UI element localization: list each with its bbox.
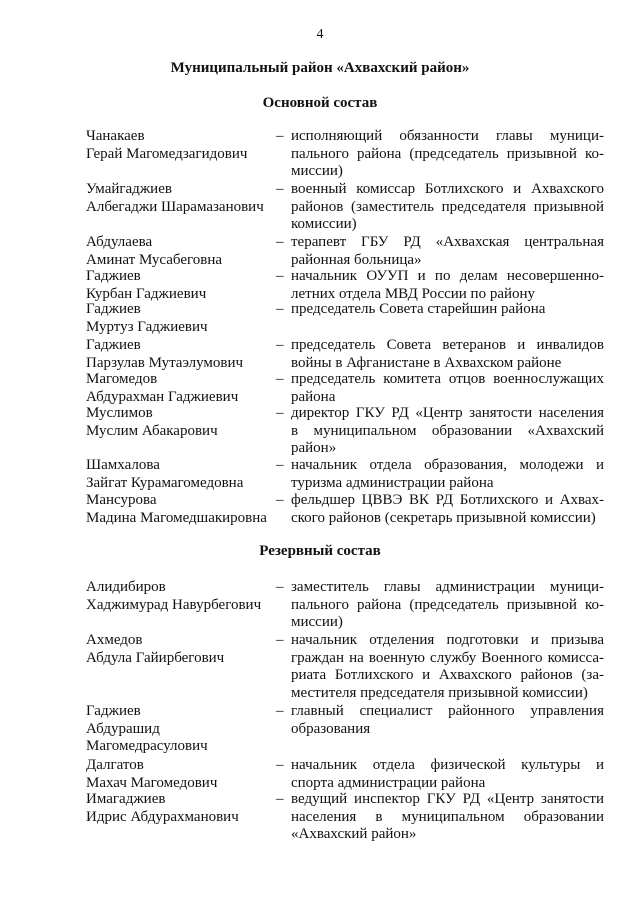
member-role-line: директор ГКУ РД «Центр занятости населения: [291, 405, 604, 421]
member-name: [86, 791, 276, 826]
member-role-description: [291, 757, 604, 792]
member-role-description: [291, 181, 604, 234]
member-role-line: туризма администрации района: [291, 474, 494, 491]
entry-dash: –: [276, 181, 284, 197]
member-name-line: Аминат Мусабеговна: [86, 251, 223, 268]
member-role-line: районная больница»: [291, 251, 422, 268]
member-role-description: [291, 337, 604, 372]
member-name: [86, 703, 276, 756]
member-role-line: начальник отдела физической культуры и: [291, 757, 604, 773]
member-name-line: Шамхалова: [86, 457, 160, 473]
member-name: [86, 371, 276, 406]
member-name-line: Муслимов: [86, 405, 153, 421]
member-name: [86, 268, 276, 303]
entry-dash: –: [276, 371, 284, 387]
entry-dash: –: [276, 791, 284, 807]
member-role-line: районов (заместитель председателя призывной: [291, 198, 604, 215]
member-role-line: «Ахвахский район»: [291, 826, 417, 842]
member-role-line: комиссии): [291, 216, 357, 232]
member-role-description: [291, 492, 604, 527]
member-role-line: войны в Афганистане в Ахвахском районе: [291, 354, 562, 371]
member-role-description: [291, 301, 604, 319]
entry-dash: –: [276, 757, 284, 773]
member-name-line: Муслим Абакарович: [86, 422, 218, 439]
reserve-member-entry: [0, 703, 640, 763]
reserve-member-entry: [0, 632, 640, 701]
member-name-line: Ахмедов: [86, 632, 143, 648]
member-role-line: район»: [291, 440, 337, 456]
member-name: [86, 579, 276, 614]
municipality-heading: Муниципальный район «Ахвахский район»: [170, 60, 470, 76]
member-role-description: [291, 457, 604, 492]
member-role-line: риата Ботлихского и Ахвахского районов (за-: [291, 667, 604, 683]
member-role-line: начальник отдела образования, молодежи и: [291, 457, 604, 473]
entry-dash: –: [276, 632, 284, 648]
member-name: [86, 234, 276, 269]
member-role-line: военный комиссар Ботлихского и Ахвахского: [291, 181, 604, 197]
entry-dash: –: [276, 405, 284, 421]
page-number: 4: [316, 27, 324, 42]
member-role-line: района: [291, 388, 336, 405]
member-name: [86, 128, 276, 163]
entry-dash: –: [276, 301, 284, 317]
member-name-line: Мадина Магомедшакировна: [86, 509, 267, 526]
member-name-line: Махач Магомедович: [86, 774, 218, 791]
member-name: [86, 492, 276, 527]
member-name-line: Мансурова: [86, 492, 157, 508]
member-role-description: [291, 791, 604, 844]
member-name: [86, 337, 276, 372]
member-name-line: Парзулав Мутаэлумович: [86, 354, 244, 371]
member-name-line: Гаджиев: [86, 337, 141, 353]
member-role-line: населения в муниципальном образовании: [291, 808, 604, 825]
member-name-line: Идрис Абдурахманович: [86, 808, 239, 825]
member-name-line: Зайгат Курамагомедовна: [86, 474, 244, 491]
entry-dash: –: [276, 128, 284, 144]
member-role-line: спорта администрации района: [291, 774, 486, 791]
member-role-line: терапевт ГБУ РД «Ахвахская центральная: [291, 234, 604, 250]
member-role-line: начальник ОУУП и по делам несовершенно-: [291, 268, 604, 284]
member-role-line: местителя председателя призывной комиссии): [291, 684, 588, 701]
member-role-description: [291, 234, 604, 269]
member-name: [86, 757, 276, 792]
member-role-description: [291, 405, 604, 458]
member-name-line: Имагаджиев: [86, 791, 166, 807]
member-role-description: [291, 371, 604, 406]
entry-dash: –: [276, 492, 284, 508]
entry-dash: –: [276, 579, 284, 595]
member-role-line: начальник отделения подготовки и призыва: [291, 632, 604, 648]
member-name-line: Муртуз Гаджиевич: [86, 318, 208, 335]
member-name-line: Хаджимурад Навурбегович: [86, 596, 262, 613]
member-name: [86, 405, 276, 440]
reserve-composition-heading: Резервный состав: [259, 543, 381, 559]
member-role-description: [291, 632, 604, 702]
entry-dash: –: [276, 457, 284, 473]
member-name-line: Албегаджи Шарамазанович: [86, 198, 264, 215]
member-role-line: исполняющий обязанности главы муници-: [291, 128, 604, 144]
main-member-entry: [0, 492, 640, 552]
member-role-description: [291, 579, 604, 632]
member-role-description: [291, 703, 604, 738]
member-name-line: Умайгаджиев: [86, 181, 172, 197]
reserve-member-entry: [0, 579, 640, 639]
member-role-line: председатель комитета отцов военнослужащих: [291, 371, 604, 387]
member-name-line: Абдурахман Гаджиевич: [86, 388, 239, 405]
member-name-line: Герай Магомедзагидович: [86, 145, 248, 162]
member-name-line: Гаджиев: [86, 301, 141, 317]
member-role-line: главный специалист районного управления: [291, 703, 604, 719]
member-role-line: граждан на военную службу Военного комисса-: [291, 649, 604, 666]
member-name: [86, 301, 276, 336]
member-role-line: пального района (председатель призывной ко-: [291, 145, 604, 162]
entry-dash: –: [276, 703, 284, 719]
member-role-line: ведущий инспектор ГКУ РД «Центр занятости: [291, 791, 604, 807]
member-name-line: Алидибиров: [86, 579, 166, 595]
member-role-line: в муниципальном образовании «Ахвахский: [291, 422, 604, 439]
member-name-line: Далгатов: [86, 757, 144, 773]
member-name-line: Чанакаев: [86, 128, 145, 144]
member-name-line: Абдула Гайирбегович: [86, 649, 225, 666]
member-name: [86, 457, 276, 492]
member-name-line: Магомедов: [86, 371, 158, 387]
entry-dash: –: [276, 234, 284, 250]
member-role-line: миссии): [291, 614, 343, 630]
member-name-line: Абдурашид: [86, 720, 160, 737]
member-role-line: миссии): [291, 163, 343, 179]
member-role-line: пального района (председатель призывной ко-: [291, 596, 604, 613]
member-name-line: Гаджиев: [86, 703, 141, 719]
main-member-entry: [0, 181, 640, 241]
main-member-entry: [0, 128, 640, 188]
entry-dash: –: [276, 337, 284, 353]
member-name: [86, 181, 276, 216]
member-role-line: ского районов (секретарь призывной комиссии): [291, 509, 596, 526]
member-name-line: Курбан Гаджиевич: [86, 285, 207, 302]
member-role-description: [291, 268, 604, 303]
reserve-member-entry: [0, 791, 640, 851]
member-name-line: Абдулаева: [86, 234, 153, 250]
member-name-line: Гаджиев: [86, 268, 141, 284]
member-name-line: Магомедрасулович: [86, 738, 208, 754]
entry-dash: –: [276, 268, 284, 284]
member-role-line: председатель Совета старейшин района: [291, 301, 546, 317]
member-role-line: председатель Совета ветеранов и инвалидов: [291, 337, 604, 353]
member-role-line: летних отдела МВД России по району: [291, 285, 536, 302]
main-member-entry: [0, 405, 640, 465]
member-role-line: заместитель главы администрации муници-: [291, 579, 604, 595]
member-role-line: фельдшер ЦВВЭ ВК РД Ботлихского и Ахвах-: [291, 492, 604, 508]
member-role-line: образования: [291, 720, 371, 737]
member-role-description: [291, 128, 604, 181]
member-name: [86, 632, 276, 667]
main-composition-heading: Основной состав: [262, 95, 378, 111]
